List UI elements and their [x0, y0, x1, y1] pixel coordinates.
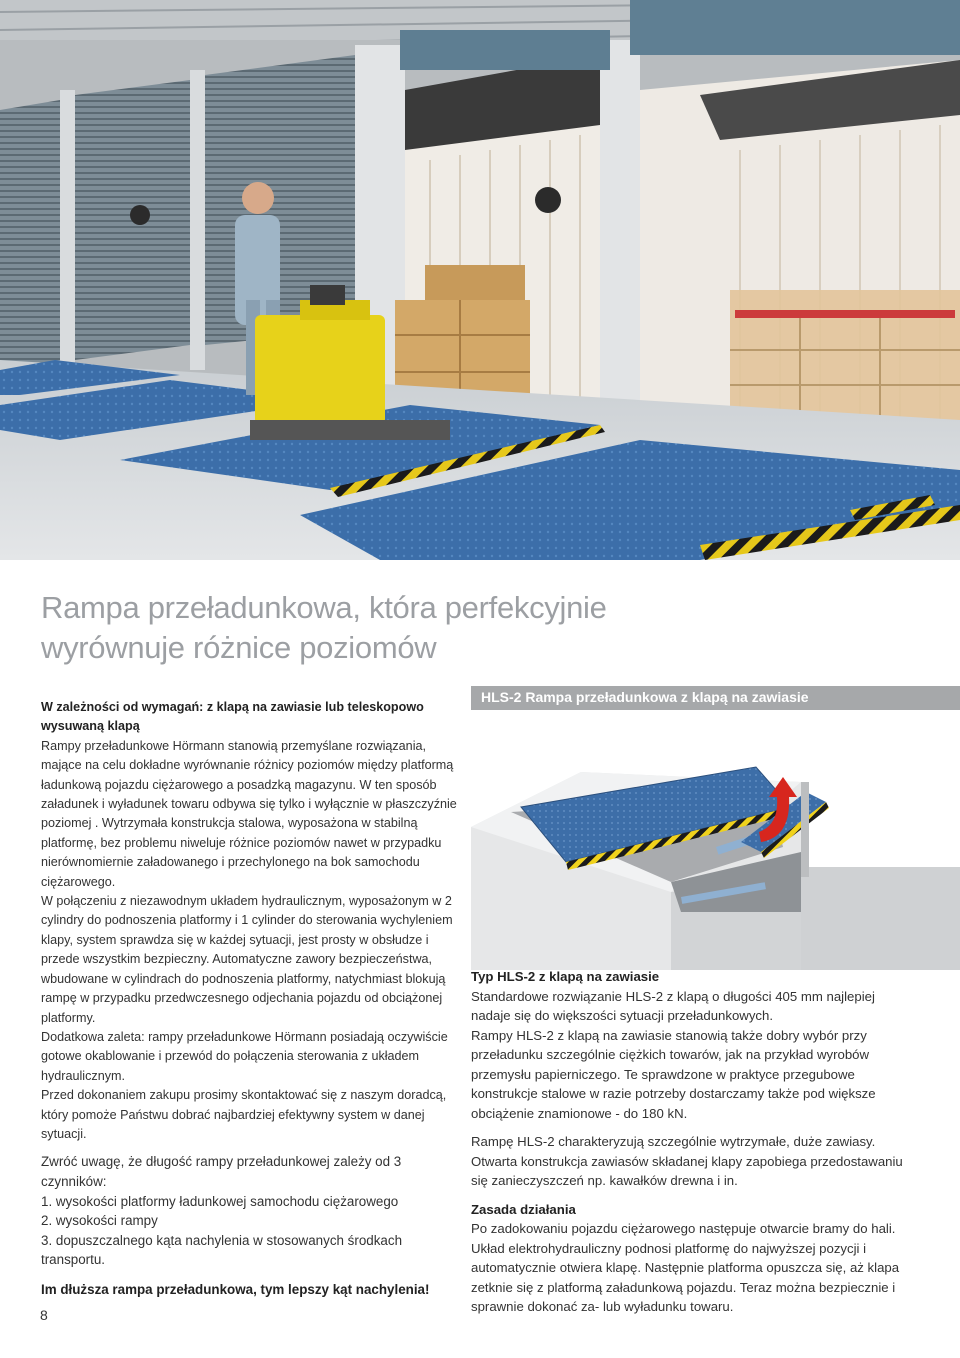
loading-dock-photo [0, 0, 960, 560]
principle-heading: Zasada działania [471, 1201, 576, 1217]
left-paragraph-2: W połączeniu z niezawodnym układem hydraulicznym, wyposażonym w 2 cylindry do podnoszenia platformy i 1 cylinder do sterowania wychyleniem klapy, system sprawdza się w każdej sytuacji, jest prosty w obsłudze i przede wszystkim bezpieczny. Automatyczne zawory bezpieczeństwa, wbudowane w cylindrach do podnoszenia platformy, natychmiast blokują rampę w przypadku przedwczesnego odjechania pojazdu od obciążonej platformy. [41, 894, 453, 1025]
page-number: 8 [40, 1307, 48, 1323]
left-subheading: W zależności od wymagań: z klapą na zawiasie lub teleskopowo wysuwaną klapą [41, 700, 424, 734]
loading-dock-photo-icon [0, 0, 960, 560]
factor-item: 3. dopuszczalnego kąta nachylenia w stosowanych środkach transportu. [41, 1232, 403, 1268]
page-title [41, 588, 741, 668]
length-notice: Zwróć uwagę, że długość rampy przeładunkowej zależy od 3 czynników: [41, 1154, 402, 1189]
left-paragraph-3: Dodatkowa zaleta: rampy przeładunkowe Hörmann posiadają oczywiście gotowe okablowanie i przewód do połączenia sterowania z układem hydraulicznym. [41, 1029, 448, 1083]
right-column [471, 967, 911, 1317]
right-paragraph-4: Po zadokowaniu pojazdu ciężarowego następuje otwarcie bramy do hali. Układ elektrohydrauliczny podnosi platformę do najwyższej pozycji i automatycznie otwiera klapę. Następnie platforma opuszcza się, aż klapa zetknie się z platformą załadunkową pojazdu. Teraz można bezpiecznie i sprawnie dokonać za- lub wyładunku towaru. [471, 1221, 900, 1314]
hls-2-header-title: HLS-2 Rampa przeładunkowa z klapą na zawiasie [481, 689, 809, 705]
left-column [41, 698, 461, 1299]
right-paragraph-2: Rampy HLS-2 z klapą na zawiasie stanowią także dobry wybór przy przeładunku szczególnie ciężkich towarów, jak na przykład wyrobów przemysłu papierniczego. Te sprawdzone w praktyce przegubowe konstrukcje stalowe w razie potrzeby dostarczamy także pod większe obciążenie znamionowe - do 180 kN. [471, 1027, 876, 1121]
left-paragraph-4: Przed dokonaniem zakupu prosimy skontaktować się z naszym doradcą, który pomoże Państwu dobrać najbardziej efektywny system w danej sytuacji. [41, 1088, 447, 1141]
page-title-line-1: Rampa przeładunkowa, która perfekcyjnie [41, 590, 607, 625]
type-heading: Typ HLS-2 z klapą na zawiasie [471, 969, 660, 984]
dock-leveler-diagram-icon [471, 712, 960, 970]
page-title-line-2: wyrównuje różnice poziomów [41, 630, 437, 665]
dock-leveler-diagram [471, 712, 960, 970]
factor-item: 2. wysokości rampy [41, 1213, 158, 1229]
factor-list [41, 1192, 461, 1270]
left-paragraph-1: Rampy przeładunkowe Hörmann stanowią przemyślane rozwiązania, mające na celu dokładne wyrównanie różnicy poziomów między platformą ładunkową pojazdu ciężarowego a posadzką magazynu. W ten sposób załadunek i wyładunek towaru odbywa się tylko i wyłącznie w płaszczyźnie poziomej . Wytrzymała konstrukcja stalowa, wyposażona w stabilną platformę, bez problemu niweluje różnice poziomów nawet w przypadku nierównomiernie załadowanego i przechylonego na bok samochodu ciężarowego. [41, 738, 457, 889]
right-paragraph-1: Standardowe rozwiązanie HLS-2 z klapą o długości 405 mm najlepiej nadaje się do większości sytuacji przeładunkowych. [471, 988, 875, 1023]
hls-2-header-bar [471, 686, 960, 710]
right-paragraph-3: Rampę HLS-2 charakteryzują szczególnie wytrzymałe, duże zawiasy. Otwarta konstrukcja zawiasów składanej klapy zapobiega przedostawaniu się zanieczyszczeń np. kawałków drewna i in. [471, 1134, 903, 1188]
factor-item: 1. wysokości platformy ładunkowej samochodu ciężarowego [41, 1193, 399, 1209]
final-statement: Im dłuższa rampa przeładunkowa, tym lepszy kąt nachylenia! [41, 1281, 430, 1297]
